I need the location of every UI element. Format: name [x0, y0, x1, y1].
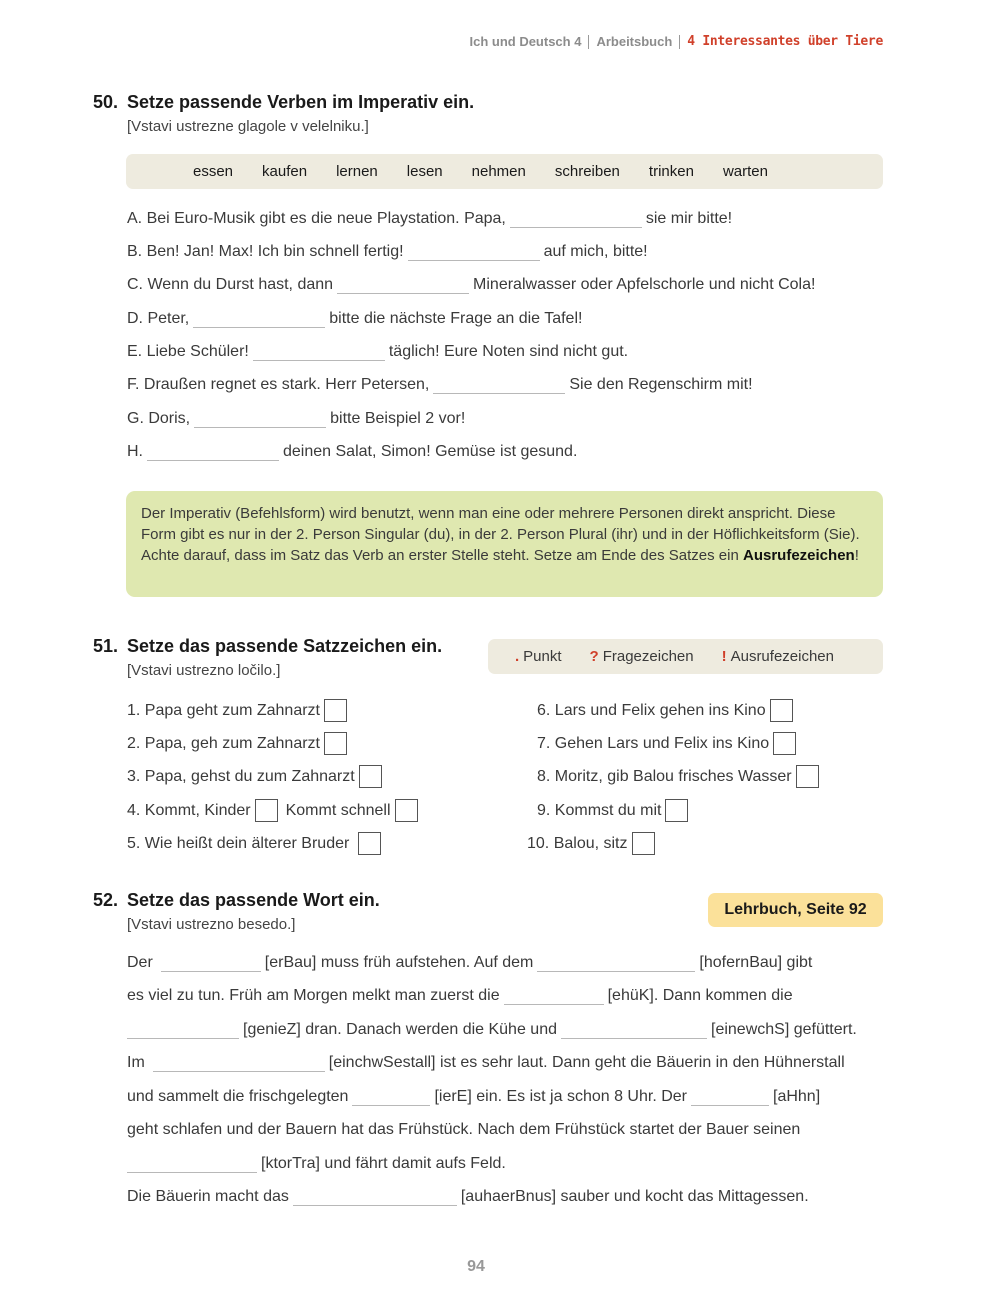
item-text: 5. Wie heißt dein älterer Bruder: [127, 834, 350, 852]
chapter-title: 4 Interessantes über Tiere: [687, 34, 883, 49]
sentence-f: [127, 376, 753, 394]
sentence-text: H.: [127, 443, 143, 460]
answer-blank[interactable]: [147, 447, 279, 461]
sentence-text: deinen Salat, Simon! Gemüse ist gesund.: [283, 443, 578, 460]
sentence-h: [127, 443, 577, 461]
text-line-6: [127, 1121, 800, 1139]
sentence-text: C. Wenn du Durst hast, dann: [127, 276, 334, 293]
punctuation-item-10: [527, 832, 655, 855]
punctuation-item-2: [127, 732, 347, 755]
answer-blank[interactable]: [127, 1025, 239, 1039]
answer-blank[interactable]: [561, 1025, 707, 1039]
sentence-a: [127, 210, 732, 228]
word-bank-item: lernen: [336, 163, 378, 180]
sentence-e: [127, 343, 628, 361]
text-segment: Der: [127, 954, 153, 971]
sentence-b: [127, 243, 648, 261]
answer-blank[interactable]: [408, 247, 540, 261]
exercise-52-number: 52.: [93, 890, 119, 910]
sentence-text: G. Doris,: [127, 410, 191, 427]
text-segment: [ehüK]. Dann kommen die: [607, 987, 793, 1004]
answer-box[interactable]: [324, 732, 347, 755]
exclamation-mark-icon: !: [721, 648, 727, 665]
answer-blank[interactable]: [691, 1092, 769, 1106]
punctuation-item-8: [537, 765, 819, 788]
item-text: 4. Kommt, Kinder: [127, 801, 251, 819]
answer-blank[interactable]: [504, 991, 604, 1005]
text-segment: [auhaerBnus] sauber und kocht das Mittagessen.: [460, 1188, 809, 1205]
sentence-text: täglich! Eure Noten sind nicht gut.: [388, 343, 629, 360]
answer-box[interactable]: [773, 732, 796, 755]
exercise-51-title: Setze das passende Satzzeichen ein.: [127, 636, 443, 656]
punctuation-item-1: [127, 699, 347, 722]
answer-blank[interactable]: [510, 214, 642, 228]
item-text: 3. Papa, gehst du zum Zahnarzt: [127, 767, 355, 785]
legend-label: Punkt: [523, 648, 562, 665]
legend-item-exclamation: [722, 648, 834, 665]
word-bank-item: lesen: [406, 163, 443, 180]
exercise-51-number: 51.: [93, 636, 119, 656]
answer-blank[interactable]: [193, 314, 325, 328]
item-text: 1. Papa geht zum Zahnarzt: [127, 701, 320, 719]
text-line-1: [127, 954, 812, 972]
book-type: Arbeitsbuch: [596, 34, 673, 49]
text-segment: [einewchS] gefüttert.: [711, 1021, 857, 1038]
tip-bold-term: Ausrufezeichen: [743, 547, 855, 564]
item-text: 8. Moritz, gib Balou frisches Wasser: [537, 767, 792, 785]
word-bank-item: trinken: [648, 163, 694, 180]
word-bank-item: warten: [722, 163, 768, 180]
text-line-7: [127, 1155, 506, 1173]
textbook-reference-badge: Lehrbuch, Seite 92: [708, 893, 883, 927]
answer-blank[interactable]: [127, 1159, 257, 1173]
page-header: [469, 34, 883, 49]
item-text: Kommt schnell: [285, 801, 391, 819]
header-divider: [588, 35, 589, 49]
text-segment: und sammelt die frischgelegten: [127, 1088, 349, 1105]
legend-item-question: [590, 648, 694, 665]
word-bank-item: essen: [193, 163, 234, 180]
item-text: 9. Kommst du mit: [537, 801, 662, 819]
text-segment: [erBau] muss früh aufstehen. Auf dem: [264, 954, 534, 971]
word-bank: [126, 154, 883, 189]
item-text: 7. Gehen Lars und Felix ins Kino: [537, 734, 770, 752]
sentence-text: bitte die nächste Frage an die Tafel!: [329, 310, 583, 327]
sentence-text: bitte Beispiel 2 vor!: [330, 410, 466, 427]
text-segment: [ktorTra] und fährt damit aufs Feld.: [261, 1155, 506, 1172]
punctuation-item-9: [537, 799, 688, 822]
tip-text: Der Imperativ (Befehlsform) wird benutzt, wenn man eine oder mehrere Personen direkt anspricht. Diese Form gibt es nur in der 2. Person Singular (du), in der 2. Person Plural (ihr) und in der Höflichkeitsform (Sie). Achte darauf, dass im Satz das Verb an erster Stelle steht. Setze am Ende des Satzes ein: [141, 505, 860, 564]
text-segment: [ierE] ein. Es ist ja schon 8 Uhr. Der: [434, 1088, 687, 1105]
answer-blank[interactable]: [161, 958, 261, 972]
punctuation-item-3: [127, 765, 382, 788]
punctuation-item-6: [537, 699, 793, 722]
exercise-51-subtitle: [Vstavi ustrezno ločilo.]: [127, 662, 281, 679]
answer-box[interactable]: [395, 799, 418, 822]
answer-box[interactable]: [796, 765, 819, 788]
text-line-2: [127, 987, 793, 1005]
sentence-text: F. Draußen regnet es stark. Herr Petersen,: [127, 376, 430, 393]
punctuation-legend: [488, 639, 883, 674]
answer-blank[interactable]: [153, 1058, 325, 1072]
legend-label: Fragezeichen: [602, 648, 694, 665]
text-segment: [hofernBau] gibt: [699, 954, 813, 971]
exercise-52-title: Setze das passende Wort ein.: [127, 890, 380, 910]
exercise-50-subtitle: [Vstavi ustrezne glagole v velelniku.]: [127, 118, 369, 135]
answer-box[interactable]: [324, 699, 347, 722]
header-divider: [679, 35, 680, 49]
book-title: Ich und Deutsch 4: [469, 34, 582, 49]
answer-box[interactable]: [358, 832, 381, 855]
answer-blank[interactable]: [352, 1092, 430, 1106]
text-line-8: [127, 1188, 809, 1206]
item-text: 6. Lars und Felix gehen ins Kino: [537, 701, 766, 719]
item-text: 2. Papa, geh zum Zahnarzt: [127, 734, 320, 752]
grammar-tip-box: [126, 491, 883, 597]
answer-blank[interactable]: [194, 414, 326, 428]
tip-text-end: !: [854, 547, 859, 564]
answer-blank[interactable]: [253, 347, 385, 361]
question-mark-icon: ?: [589, 648, 599, 665]
text-segment: [aHhn]: [773, 1088, 821, 1105]
text-line-4: [127, 1054, 845, 1072]
answer-blank[interactable]: [293, 1192, 457, 1206]
sentence-text: D. Peter,: [127, 310, 190, 327]
legend-item-period: [515, 648, 562, 665]
exercise-52-subtitle: [Vstavi ustrezno besedo.]: [127, 916, 296, 933]
legend-label: Ausrufezeichen: [730, 648, 834, 665]
answer-box[interactable]: [255, 799, 278, 822]
word-bank-item: nehmen: [471, 163, 526, 180]
answer-box[interactable]: [632, 832, 655, 855]
answer-blank[interactable]: [337, 280, 469, 294]
answer-box[interactable]: [770, 699, 793, 722]
sentence-text: Sie den Regenschirm mit!: [569, 376, 753, 393]
punctuation-item-5: [127, 832, 381, 855]
sentence-c: [127, 276, 815, 294]
text-line-5: [127, 1088, 820, 1106]
text-segment: [genieZ] dran. Danach werden die Kühe und: [243, 1021, 557, 1038]
item-text: 10. Balou, sitz: [527, 834, 628, 852]
answer-box[interactable]: [665, 799, 688, 822]
exercise-50-title: Setze passende Verben im Imperativ ein.: [127, 92, 475, 112]
sentence-text: A. Bei Euro-Musik gibt es die neue Playstation. Papa,: [127, 210, 506, 227]
sentence-text: B. Ben! Jan! Max! Ich bin schnell fertig!: [127, 243, 404, 260]
answer-blank[interactable]: [433, 380, 565, 394]
exercise-50-number: 50.: [93, 92, 119, 112]
word-bank-item: kaufen: [262, 163, 308, 180]
page-number: 94: [467, 1258, 485, 1275]
text-line-3: [127, 1021, 857, 1039]
sentence-text: Mineralwasser oder Apfelschorle und nicht Cola!: [473, 276, 816, 293]
sentence-text: E. Liebe Schüler!: [127, 343, 249, 360]
period-icon: .: [515, 648, 520, 665]
sentence-g: [127, 410, 465, 428]
answer-blank[interactable]: [537, 958, 695, 972]
text-segment: [einchwSestall] ist es sehr laut. Dann geht die Bäuerin in den Hühnerstall: [328, 1054, 845, 1071]
punctuation-item-4: [127, 799, 418, 822]
punctuation-item-7: [537, 732, 796, 755]
sentence-d: [127, 310, 582, 328]
text-segment: Die Bäuerin macht das: [127, 1188, 289, 1205]
text-segment: Im: [127, 1054, 145, 1071]
sentence-text: auf mich, bitte!: [543, 243, 648, 260]
text-segment: geht schlafen und der Bauern hat das Frühstück. Nach dem Frühstück startet der Bauer seinen: [127, 1121, 801, 1138]
answer-box[interactable]: [359, 765, 382, 788]
text-segment: es viel zu tun. Früh am Morgen melkt man zuerst die: [127, 987, 500, 1004]
sentence-text: sie mir bitte!: [645, 210, 733, 227]
word-bank-item: schreiben: [554, 163, 620, 180]
